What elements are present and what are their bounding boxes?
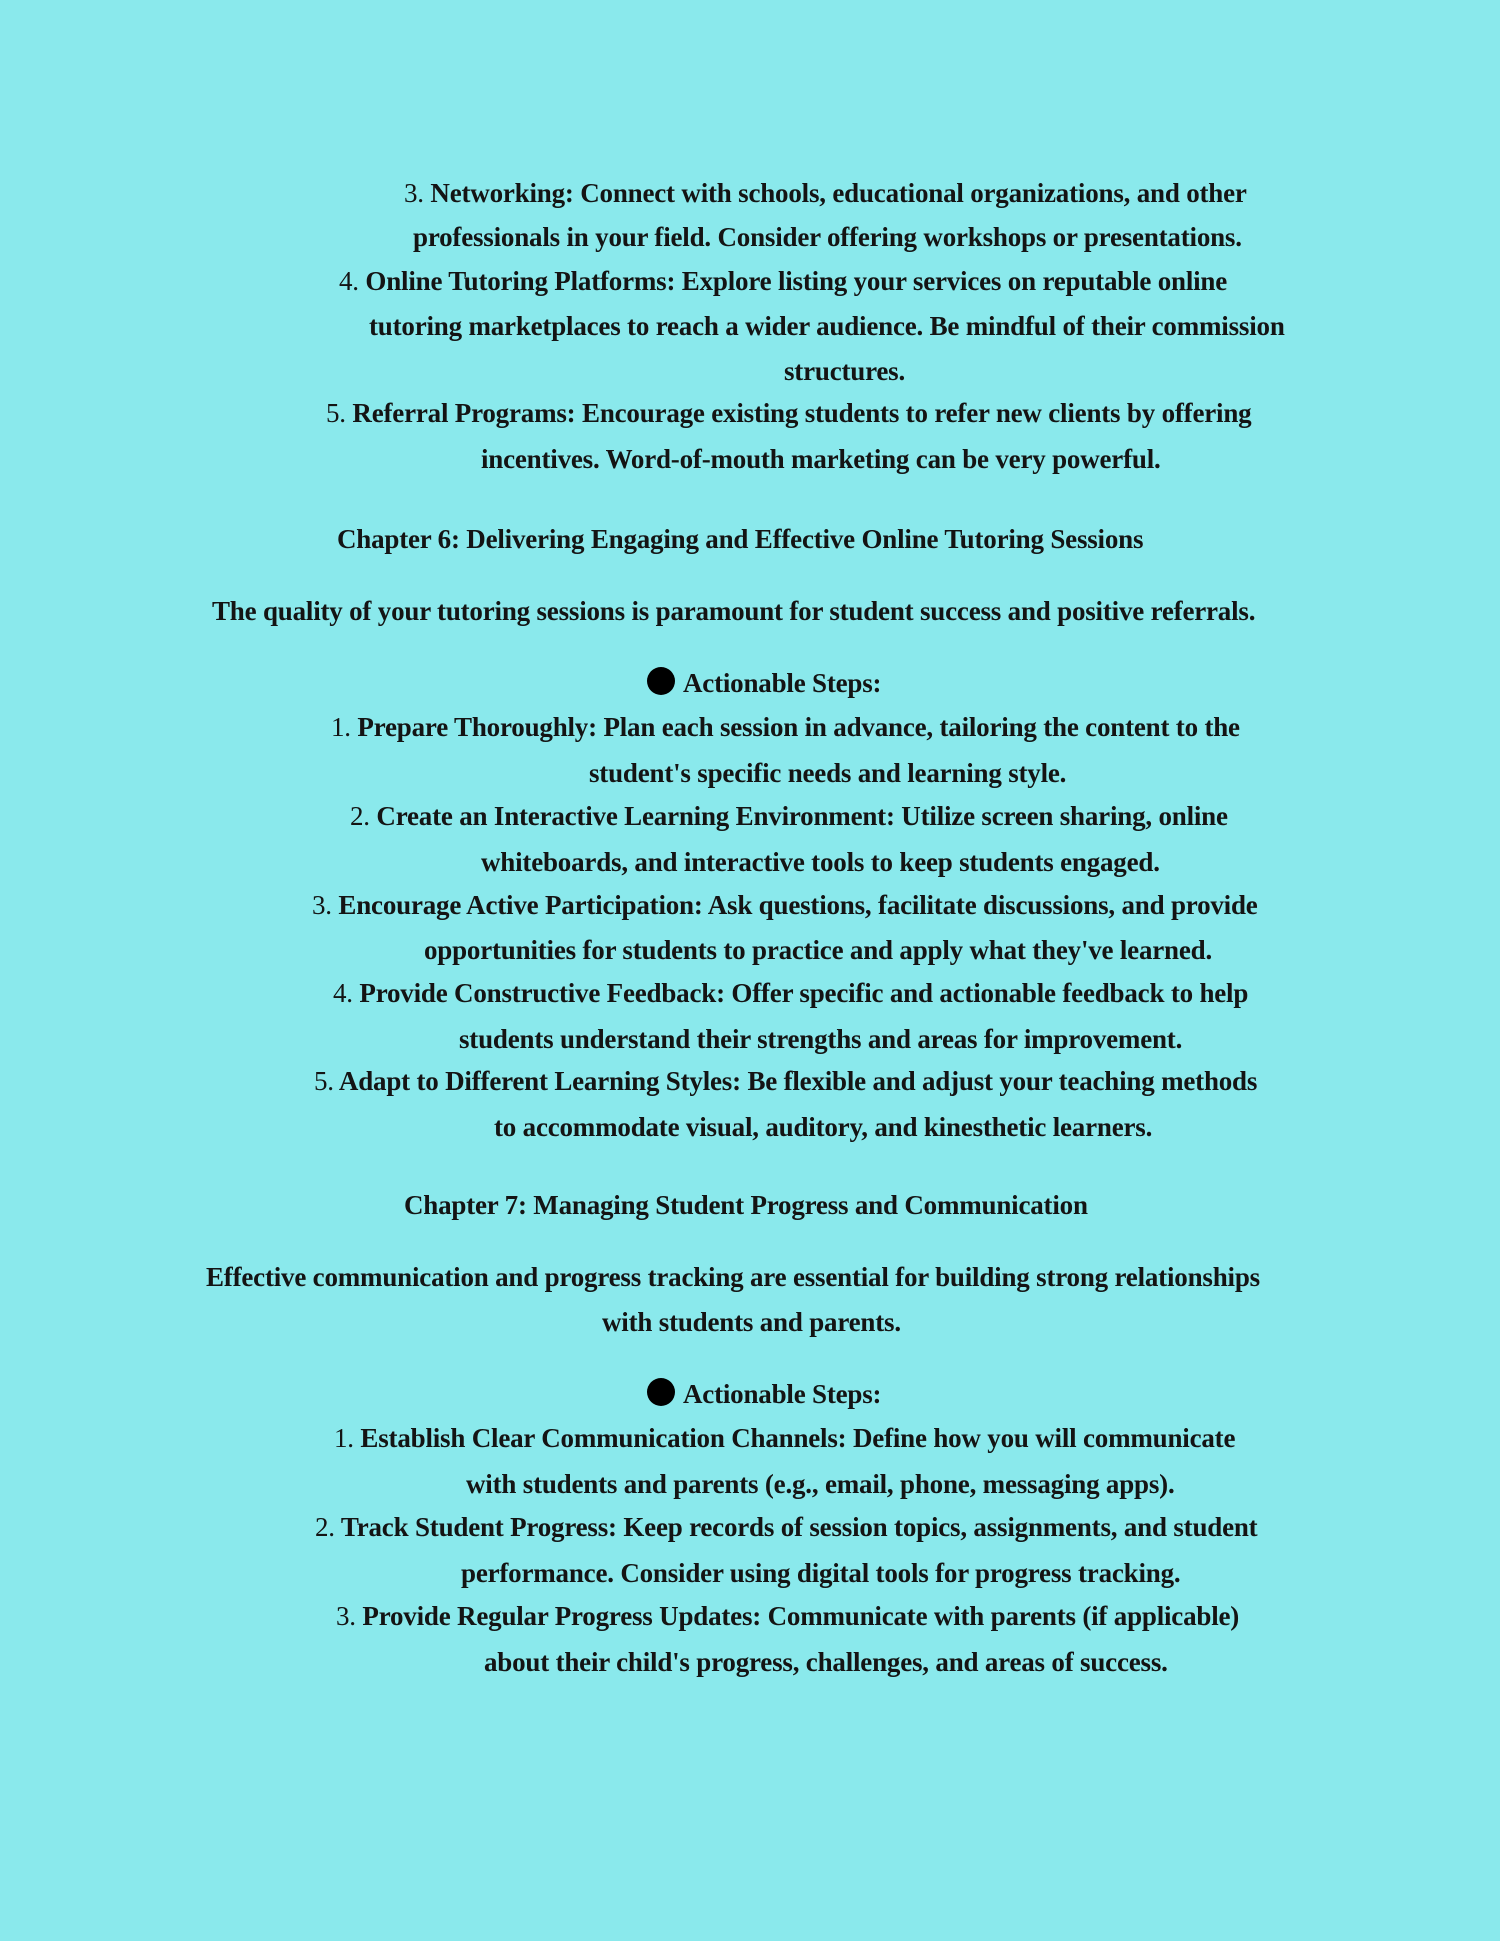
- step-item: [0, 1599, 1500, 1633]
- chapter-7-intro-line-2: with students and parents.: [602, 1307, 901, 1337]
- list-number: 1.: [331, 712, 351, 742]
- step-text-continuation: about their child's progress, challenges, and areas of success.: [484, 1647, 1168, 1677]
- step-item: [0, 1064, 1500, 1098]
- step-text-continuation: whiteboards, and interactive tools to keep students engaged.: [481, 847, 1160, 877]
- step-text: Prepare Thoroughly: Plan each session in advance, tailoring the content to the: [357, 712, 1240, 742]
- chapter-7-intro-line-1: Effective communication and progress tracking are essential for building strong relationships: [206, 1262, 1260, 1292]
- step-text-continuation: with students and parents (e.g., email, phone, messaging apps).: [466, 1469, 1175, 1499]
- list-number: 2.: [350, 801, 370, 831]
- step-text: Encourage Active Participation: Ask questions, facilitate discussions, and provide: [338, 890, 1258, 920]
- list-item-text: Online Tutoring Platforms: Explore listing your services on reputable online: [365, 266, 1228, 296]
- step-text: Provide Regular Progress Updates: Communicate with parents (if applicable): [362, 1601, 1240, 1631]
- bullet-icon: [647, 667, 675, 695]
- list-number: 3.: [312, 890, 332, 920]
- list-number: 3.: [336, 1601, 356, 1631]
- list-item-text: Referral Programs: Encourage existing students to refer new clients by offering: [352, 398, 1252, 428]
- list-number: 5.: [314, 1066, 334, 1096]
- list-number: 2.: [315, 1512, 335, 1542]
- list-number: 5.: [326, 398, 346, 428]
- step-text-continuation: to accommodate visual, auditory, and kinesthetic learners.: [494, 1112, 1153, 1142]
- step-text-continuation: student's specific needs and learning style.: [589, 758, 1067, 788]
- list-item-networking: [0, 176, 1500, 210]
- step-text: Provide Constructive Feedback: Offer specific and actionable feedback to help: [359, 978, 1249, 1008]
- list-number: 1.: [334, 1423, 354, 1453]
- list-item-text-continuation: incentives. Word-of-mouth marketing can be very powerful.: [481, 444, 1161, 474]
- step-text-continuation: students understand their strengths and areas for improvement.: [459, 1024, 1183, 1054]
- step-item: [0, 976, 1500, 1010]
- chapter-6-steps-heading: [0, 666, 1500, 700]
- chapter-6-intro: The quality of your tutoring sessions is paramount for student success and positive referrals.: [212, 596, 1256, 626]
- step-text-continuation: opportunities for students to practice and apply what they've learned.: [424, 935, 1213, 965]
- list-number: 4.: [333, 978, 353, 1008]
- list-item-text-continuation: professionals in your field. Consider offering workshops or presentations.: [413, 222, 1242, 252]
- list-item-referral-programs: [0, 396, 1500, 430]
- step-item: [0, 710, 1500, 744]
- list-item-text-continuation: structures.: [784, 356, 906, 386]
- step-item: [0, 1421, 1500, 1455]
- step-text: Create an Interactive Learning Environment: Utilize screen sharing, online: [376, 801, 1228, 831]
- step-text-continuation: performance. Consider using digital tools for progress tracking.: [461, 1558, 1181, 1588]
- step-text: Establish Clear Communication Channels: Define how you will communicate: [360, 1423, 1236, 1453]
- steps-heading-text: Actionable Steps:: [683, 668, 882, 698]
- step-text: Track Student Progress: Keep records of session topics, assignments, and student: [340, 1512, 1258, 1542]
- step-item: [0, 888, 1500, 922]
- chapter-6-title: [0, 522, 1500, 556]
- chapter-7-steps-heading: [0, 1377, 1500, 1411]
- bullet-icon: [647, 1378, 675, 1406]
- chapter-6-title-text: Chapter 6: Delivering Engaging and Effective Online Tutoring Sessions: [337, 524, 1144, 554]
- chapter-7-title-text: Chapter 7: Managing Student Progress and Communication: [404, 1190, 1088, 1220]
- step-item: [0, 1510, 1500, 1544]
- step-text: Adapt to Different Learning Styles: Be flexible and adjust your teaching methods: [338, 1066, 1258, 1096]
- chapter-7-title: [0, 1188, 1500, 1222]
- steps-heading-text: Actionable Steps:: [683, 1379, 882, 1409]
- list-number: 4.: [339, 266, 359, 296]
- step-item: [0, 799, 1500, 833]
- list-item-online-tutoring-platforms: [0, 264, 1500, 298]
- list-number: 3.: [404, 178, 424, 208]
- list-item-text-continuation: tutoring marketplaces to reach a wider audience. Be mindful of their commission: [369, 311, 1285, 341]
- list-item-text: Networking: Connect with schools, educational organizations, and other: [430, 178, 1247, 208]
